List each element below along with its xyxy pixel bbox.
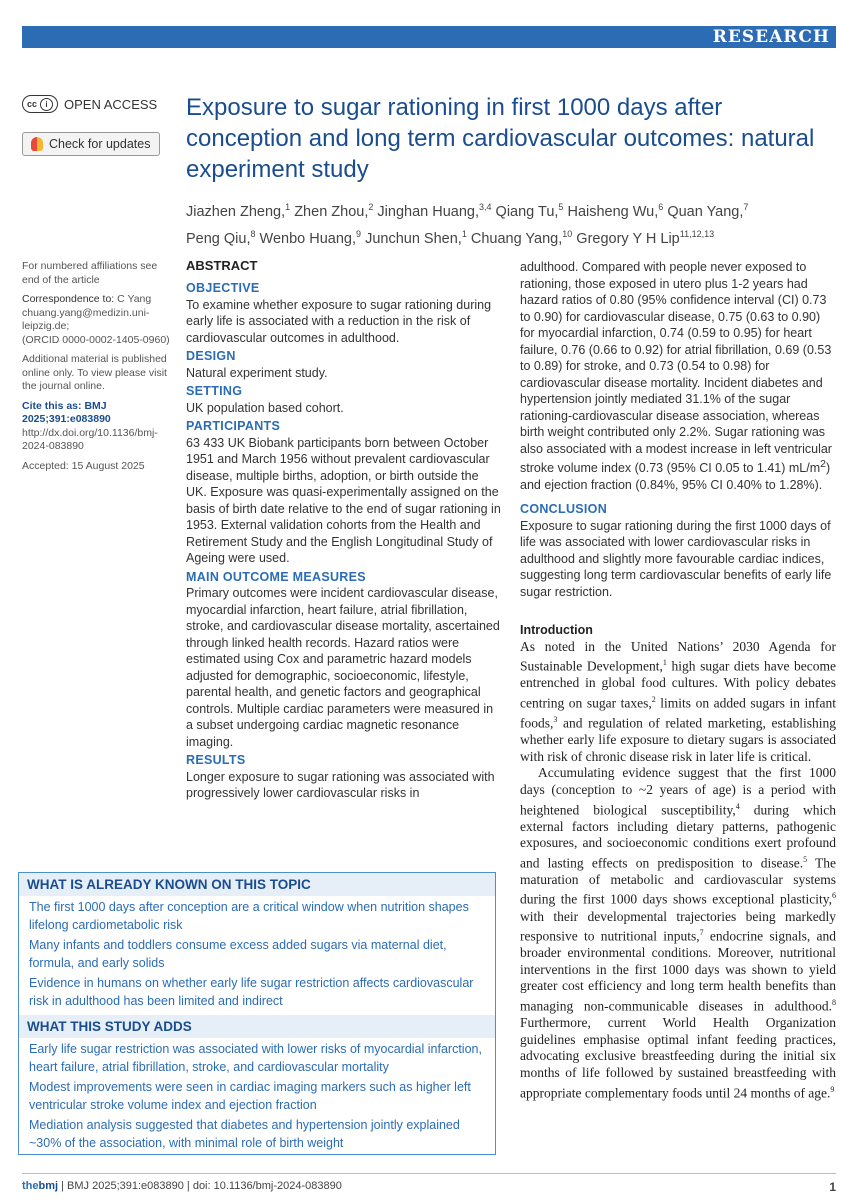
- design-text: Natural experiment study.: [186, 365, 328, 380]
- section-banner: [22, 26, 836, 48]
- author-affiliation: 3,4: [479, 202, 492, 212]
- intro-text: Accumulating evidence suggest that the first 1000 days (conception to ~2 years of age) is a period with heightened biological susceptibility,: [520, 765, 836, 817]
- author-name: Gregory Y H Lip: [576, 230, 680, 247]
- results-sup: 2: [820, 459, 826, 470]
- intro-text: with their developmental trajectories being markedly responsive to nutritional inputs,: [520, 908, 836, 944]
- author-name: Wenbo Huang,: [259, 230, 357, 247]
- author-line-1: [186, 196, 816, 223]
- intro-text: endocrine signals, and broader environmental conditions. Moreover, nutritional interventions in the first 1000 days was shown to yield greater cost efficiency and long term health benefits than managing non-communicable diseases in adulthood.: [520, 928, 836, 1014]
- results-heading: RESULTS: [186, 753, 246, 767]
- citation: [22, 400, 177, 454]
- affiliations-note: For numbered affiliations see end of the article: [22, 260, 158, 286]
- cite-label: Cite this as:: [22, 399, 82, 412]
- intro-text: The maturation of metabolic and cardiovascular systems during the first 1000 days shows exceptional plasticity,: [520, 855, 837, 907]
- citation-ref[interactable]: 7: [699, 928, 704, 938]
- author-line-2: [186, 223, 816, 250]
- author-name: Jinghan Huang,: [377, 203, 479, 220]
- footer-reference: | BMJ 2025;391:e083890 | doi: 10.1136/bmj-2024-083890: [61, 1180, 342, 1192]
- author-affiliation: 8: [250, 228, 256, 239]
- cc-by-icon: i: [40, 98, 53, 111]
- intro-text: As noted in the United Nations’ 2030 Agenda for Sustainable Development,: [520, 638, 836, 674]
- crossmark-icon: [31, 137, 43, 151]
- logo-bmj: bmj: [38, 1180, 59, 1192]
- abstract-heading: ABSTRACT: [186, 258, 258, 273]
- author-affiliation: 2: [368, 202, 374, 212]
- correspondence-email[interactable]: chuang.yang@medizin.uni-leipzig.de;: [22, 306, 150, 332]
- results-body: adulthood. Compared with people never exposed to rationing, those exposed in utero plus 1-2 years had hazard ratios of 0.80 (95% confidence interval (CI) 0.73 to 0.90) for cardiovascular disease, 0.75 (0.63 to 0.90) for myocardial infarction, 0.74 (0.59 to 0.95) for heart failure, 0.76 (0.66 to 0.92) for atrial fibrillation, 0.69 (0.53 to 0.89) for stroke, and 0.73 (0.54 to 0.98) for cardiovascular disease mortality. Incident diabetes and hypertension jointly mediated 31.1% of the sugar rationing-cardiovascular disease association, whereas birth weight contributed only 2.2%. Sugar rationing was also associated with a modest increase in left ventricular stroke volume index (0.73 (95% CI 0.05 to 1.41) mL/m: [520, 260, 832, 476]
- outcomes-text: Primary outcomes were incident cardiovascular disease, myocardial infarction, heart failure, atrial fibrillation, stroke, and cardiovascular disease mortality, ascertained through linked health records. Hazard ratios were estimated using Cox and parametric hazard models adjusted for demographic, socioeconomic, lifestyle, parental health, and genetic factors and geographical controls. Multiple cardiac parameters were measured in a subset undergoing cardiac magnetic resonance imaging.: [186, 586, 500, 749]
- known-item: The first 1000 days after conception are a critical window when nutrition shapes lifelong cardiometabolic risk: [29, 900, 469, 932]
- author-name: Chuang Yang,: [470, 230, 563, 247]
- adds-item: Mediation analysis suggested that diabetes and hypertension jointly explained ~30% of the association, with minimal role of birth weight: [29, 1118, 460, 1150]
- author-affiliation: 1: [461, 228, 467, 239]
- summary-box: [18, 872, 496, 1155]
- correspondence-label: Correspondence to:: [22, 293, 115, 305]
- intro-text: during which external factors including dietary patterns, pathogenic exposures, and socioeconomic conditions exert profound and lasting effects on predisposition to disease.: [520, 802, 836, 871]
- doi-link[interactable]: http://dx.doi.org/10.1136/bmj-2024-083890: [22, 426, 158, 452]
- participants-heading: PARTICIPANTS: [186, 419, 281, 433]
- intro-text: and regulation of related marketing, establishing whether early life exposure to dietary sugars is associated with risk of chronic disease risk in later life is critical.: [520, 715, 836, 764]
- author-affiliation: 11,12,13: [679, 228, 715, 239]
- results-text-continued: [520, 259, 836, 493]
- page-footer: [22, 1180, 836, 1192]
- introduction-heading: Introduction: [520, 623, 593, 638]
- intro-text: limits on added sugars in infant foods,: [520, 695, 836, 731]
- author-list: [186, 196, 816, 250]
- intro-text: high sugar diets have become entrenched in global food cultures. With policy debates centring on sugar taxes,: [520, 658, 836, 711]
- conclusion-heading: CONCLUSION: [520, 502, 608, 517]
- additional-material-note: Additional material is published online only. To view please visit the journal online.: [22, 353, 167, 392]
- author-name: Haisheng Wu,: [567, 203, 659, 220]
- orcid[interactable]: (ORCID 0000-0002-1405-0960): [22, 333, 170, 346]
- adds-item: Early life sugar restriction was associated with lower risks of myocardial infarction, heart failure, atrial fibrillation, stroke, and cardiovascular mortality: [29, 1042, 482, 1074]
- author-affiliation: 10: [562, 228, 573, 239]
- known-heading: WHAT IS ALREADY KNOWN ON THIS TOPIC: [19, 873, 495, 896]
- abstract-column-right: [520, 259, 836, 1102]
- citation-ref[interactable]: 8: [832, 998, 836, 1008]
- adds-list: [19, 1038, 495, 1157]
- check-for-updates-button[interactable]: [22, 132, 160, 156]
- introduction-paragraph-2: [520, 765, 836, 1101]
- results-body-end: ) and ejection fraction (0.84%, 95% CI 0.40% to 1.28%).: [520, 461, 831, 492]
- accepted-date: 15 August 2025: [71, 459, 145, 472]
- citation-ref[interactable]: 4: [735, 801, 740, 811]
- known-list: [19, 896, 495, 1015]
- objective-text: To examine whether exposure to sugar rationing during early life is associated with a reduction in the risk of cardiovascular outcomes in adulthood.: [186, 297, 492, 345]
- author-name: Zhen Zhou,: [294, 203, 369, 220]
- known-item: Many infants and toddlers consume excess added sugars via maternal diet, formula, and early solids: [29, 938, 447, 970]
- known-item: Evidence in humans on whether early life sugar restriction affects cardiovascular risk in adulthood has been limited and indirect: [29, 976, 474, 1008]
- conclusion-text: Exposure to sugar rationing during the first 1000 days of life was associated with lower cardiovascular risks in adulthood and slightly more favourable cardiac indices, suggesting long term cardiovascular benefits of early life sugar restriction.: [520, 518, 832, 599]
- author-affiliation: 9: [356, 228, 362, 239]
- setting-text: UK population based cohort.: [186, 400, 344, 415]
- author-name: Junchun Shen,: [365, 230, 462, 247]
- adds-item: Modest improvements were seen in cardiac imaging markers such as higher left ventricular stroke volume index and ejection fraction: [29, 1080, 471, 1112]
- citation-ref[interactable]: 3: [553, 715, 558, 725]
- check-updates-label: Check for updates: [49, 137, 151, 151]
- outcomes-heading: MAIN OUTCOME MEASURES: [186, 569, 366, 584]
- author-affiliation: 6: [658, 202, 664, 212]
- correspondence-name: C Yang: [117, 293, 152, 305]
- author-affiliation: 7: [743, 202, 749, 212]
- design-heading: DESIGN: [186, 349, 236, 363]
- participants-text: 63 433 UK Biobank participants born between October 1951 and March 1956 without prevalent cardiovascular disease, multiple births, adoption, or birth outside the UK. Exposure was quasi-experimentally assigned on the basis of birth date relative to the end of sugar rationing in 1953. External validation cohorts from the Health and Retirement Study and the English Longitudinal Study of Ageing were used.: [186, 435, 501, 565]
- footer-divider: [22, 1173, 836, 1174]
- citation-ref[interactable]: 9: [830, 1084, 835, 1094]
- cc-text: cc: [27, 99, 38, 109]
- cite-ref: BMJ 2025;391:e083890: [22, 399, 111, 425]
- accepted: [22, 460, 177, 474]
- logo-the: the: [22, 1180, 39, 1192]
- citation-ref[interactable]: 5: [803, 854, 808, 864]
- cc-license-icon[interactable]: [22, 95, 58, 113]
- article-title: Exposure to sugar rationing in first 1000 days after conception and long term cardiovascular outcomes: natural experiment study: [186, 94, 815, 183]
- section-label: RESEARCH: [712, 27, 830, 47]
- accepted-label: Accepted:: [22, 459, 69, 472]
- author-name: Qiang Tu,: [495, 203, 559, 220]
- open-access-label: OPEN ACCESS: [64, 96, 158, 112]
- citation-ref[interactable]: 2: [651, 694, 656, 704]
- author-name: Quan Yang,: [667, 203, 744, 220]
- objective-heading: OBJECTIVE: [186, 281, 260, 295]
- intro-text: Furthermore, current World Health Organization guidelines emphasise optimal infant feeding practices, advocating exclusive breastfeeding during the initial six months of life followed by sustained breastfeeding with appropriate complementary foods until 24 months of age.: [520, 1015, 836, 1100]
- adds-heading: WHAT THIS STUDY ADDS: [19, 1015, 495, 1038]
- page-number: 1: [829, 1180, 836, 1194]
- correspondence: [22, 293, 177, 347]
- author-affiliation: 5: [558, 202, 564, 212]
- abstract-column-left: [186, 278, 501, 803]
- setting-heading: SETTING: [186, 384, 243, 398]
- bmj-logo[interactable]: [22, 1180, 58, 1192]
- article-sidebar: [22, 260, 177, 479]
- results-text-start: Longer exposure to sugar rationing was associated with progressively lower cardiovascular risks in: [186, 769, 495, 800]
- author-name: Peng Qiu,: [186, 230, 251, 247]
- open-access: [22, 95, 157, 113]
- citation-ref[interactable]: 6: [832, 891, 836, 901]
- citation-ref[interactable]: 1: [662, 658, 667, 668]
- introduction-paragraph-1: [520, 639, 836, 766]
- author-name: Jiazhen Zheng,: [186, 203, 286, 220]
- author-affiliation: 1: [285, 202, 291, 212]
